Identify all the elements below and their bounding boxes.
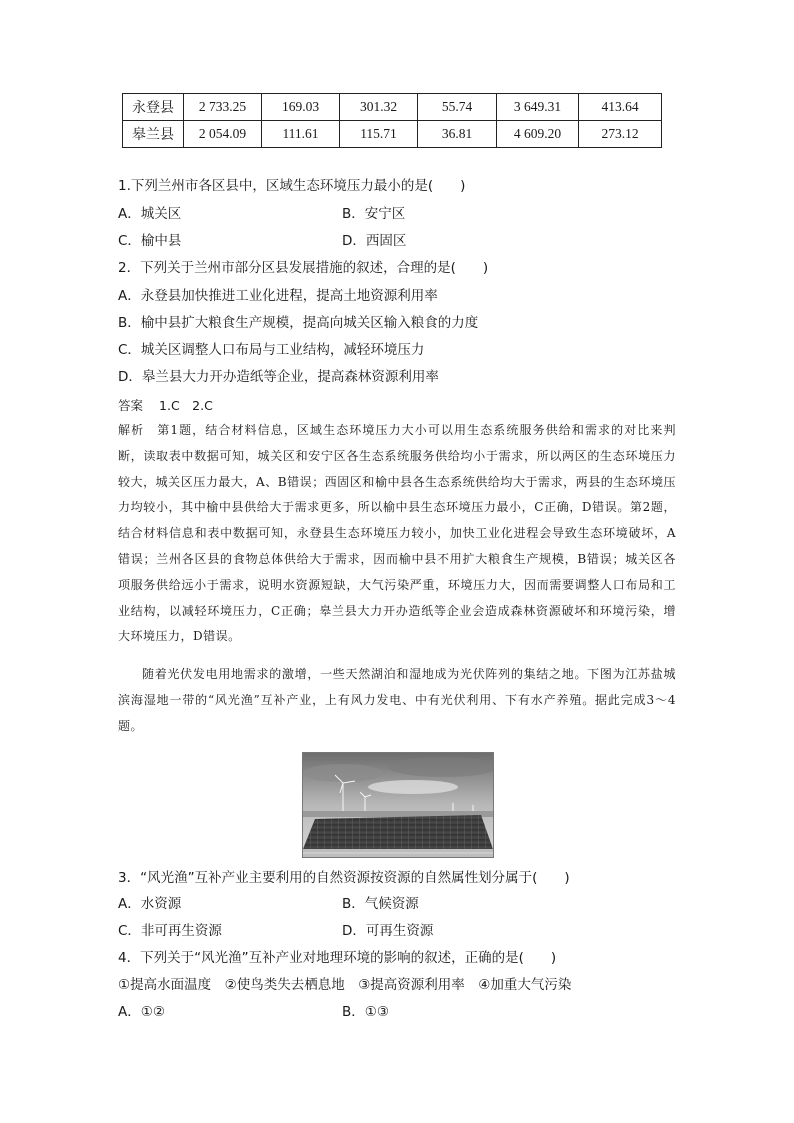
question-3-option-d[interactable]: D．可再生资源 — [342, 923, 434, 939]
question-4-statements: ①提高水面温度 ②使鸟类失去栖息地 ③提高资源利用率 ④加重大气污染 — [118, 977, 572, 993]
table-cell: 115.71 — [340, 121, 418, 148]
question-2-stem: 2．下列关于兰州市部分区县发展措施的叙述，合理的是( ) — [118, 260, 489, 276]
table-row — [123, 121, 662, 148]
question-4-option-b[interactable]: B．①③ — [342, 1004, 389, 1020]
data-table — [122, 93, 662, 148]
question-4-option-a[interactable]: A．①② — [118, 1004, 165, 1020]
table-cell: 111.61 — [262, 121, 340, 148]
question-1-option-b[interactable]: B．安宁区 — [342, 206, 406, 222]
table-cell: 2 733.25 — [184, 94, 262, 121]
material-paragraph: 随着光伏发电用地需求的激增，一些天然湖泊和湿地成为光伏阵列的集结之地。下图为江苏盐城滨海湿地一带的“风光渔”互补产业，上有风力发电、中有光伏利用、下有水产养殖。据此完成3～4题。 — [118, 667, 676, 733]
question-2-option-b[interactable]: B．榆中县扩大粮食生产规模，提高向城关区输入粮食的力度 — [118, 315, 479, 331]
photo-illustration — [303, 753, 493, 857]
solar-wind-fishery-photo — [302, 752, 494, 858]
question-3-stem: 3．“风光渔”互补产业主要利用的自然资源按资源的自然属性划分属于( ) — [118, 870, 570, 886]
table-cell: 36.81 — [418, 121, 497, 148]
answer-line — [118, 396, 213, 416]
question-3-option-b[interactable]: B．气候资源 — [342, 896, 419, 912]
table-cell: 169.03 — [262, 94, 340, 121]
table-cell: 273.12 — [579, 121, 662, 148]
analysis-paragraph: 解析 第1题，结合材料信息，区域生态环境压力大小可以用生态系统服务供给和需求的对比来判断，读取表中数据可知，城关区和安宁区各生态系统服务供给均小于需求，所以两区的生态环境压力较大，城关区压力最大，A、B错误；西固区和榆中县各生态系统供给均大于需求，两县的生态环境压力均较小，其中榆中县供给大于需求更多，所以榆中县生态环境压力最小，C正确，D错误。第2题，结合材料信息和表中数据可知，永登县生态环境压力较小，加快工业化进程会导致生态环境破坏，A错误；兰州各区县的食物总体供给大于需求，因而榆中县不用扩大粮食生产规模，B错误；城关区各项服务供给远小于需求，说明水资源短缺，大气污染严重，环境压力大，因而需要调整人口布局和工业结构，以减轻环境压力，C正确；皋兰县大力开办造纸等企业会造成森林资源破坏和环境污染，增大环境压力，D错误。 — [118, 423, 676, 644]
table-cell: 皋兰县 — [123, 121, 184, 148]
table-cell: 永登县 — [123, 94, 184, 121]
question-3-option-a[interactable]: A．水资源 — [118, 896, 182, 912]
question-3-option-c[interactable]: C．非可再生资源 — [118, 923, 222, 939]
answer-value: 1.C 2.C — [159, 398, 213, 413]
table-cell: 4 609.20 — [497, 121, 579, 148]
question-1-option-d[interactable]: D．西固区 — [342, 233, 407, 249]
question-2-option-c[interactable]: C．城关区调整人口布局与工业结构，减轻环境压力 — [118, 342, 425, 358]
table-cell: 55.74 — [418, 94, 497, 121]
question-2-option-a[interactable]: A．永登县加快推进工业化进程，提高土地资源利用率 — [118, 288, 438, 304]
question-1-stem: 1.下列兰州市各区县中，区域生态环境压力最小的是( ) — [118, 178, 466, 194]
question-1-option-c[interactable]: C．榆中县 — [118, 233, 182, 249]
question-2-option-d[interactable]: D．皋兰县大力开办造纸等企业，提高森林资源利用率 — [118, 369, 439, 385]
table-cell: 413.64 — [579, 94, 662, 121]
table-row — [123, 94, 662, 121]
table-cell: 301.32 — [340, 94, 418, 121]
question-1-option-a[interactable]: A．城关区 — [118, 206, 182, 222]
answer-label: 答案 — [118, 398, 144, 413]
question-4-stem: 4．下列关于“风光渔”互补产业对地理环境的影响的叙述，正确的是( ) — [118, 950, 557, 966]
table-cell: 2 054.09 — [184, 121, 262, 148]
table-cell: 3 649.31 — [497, 94, 579, 121]
